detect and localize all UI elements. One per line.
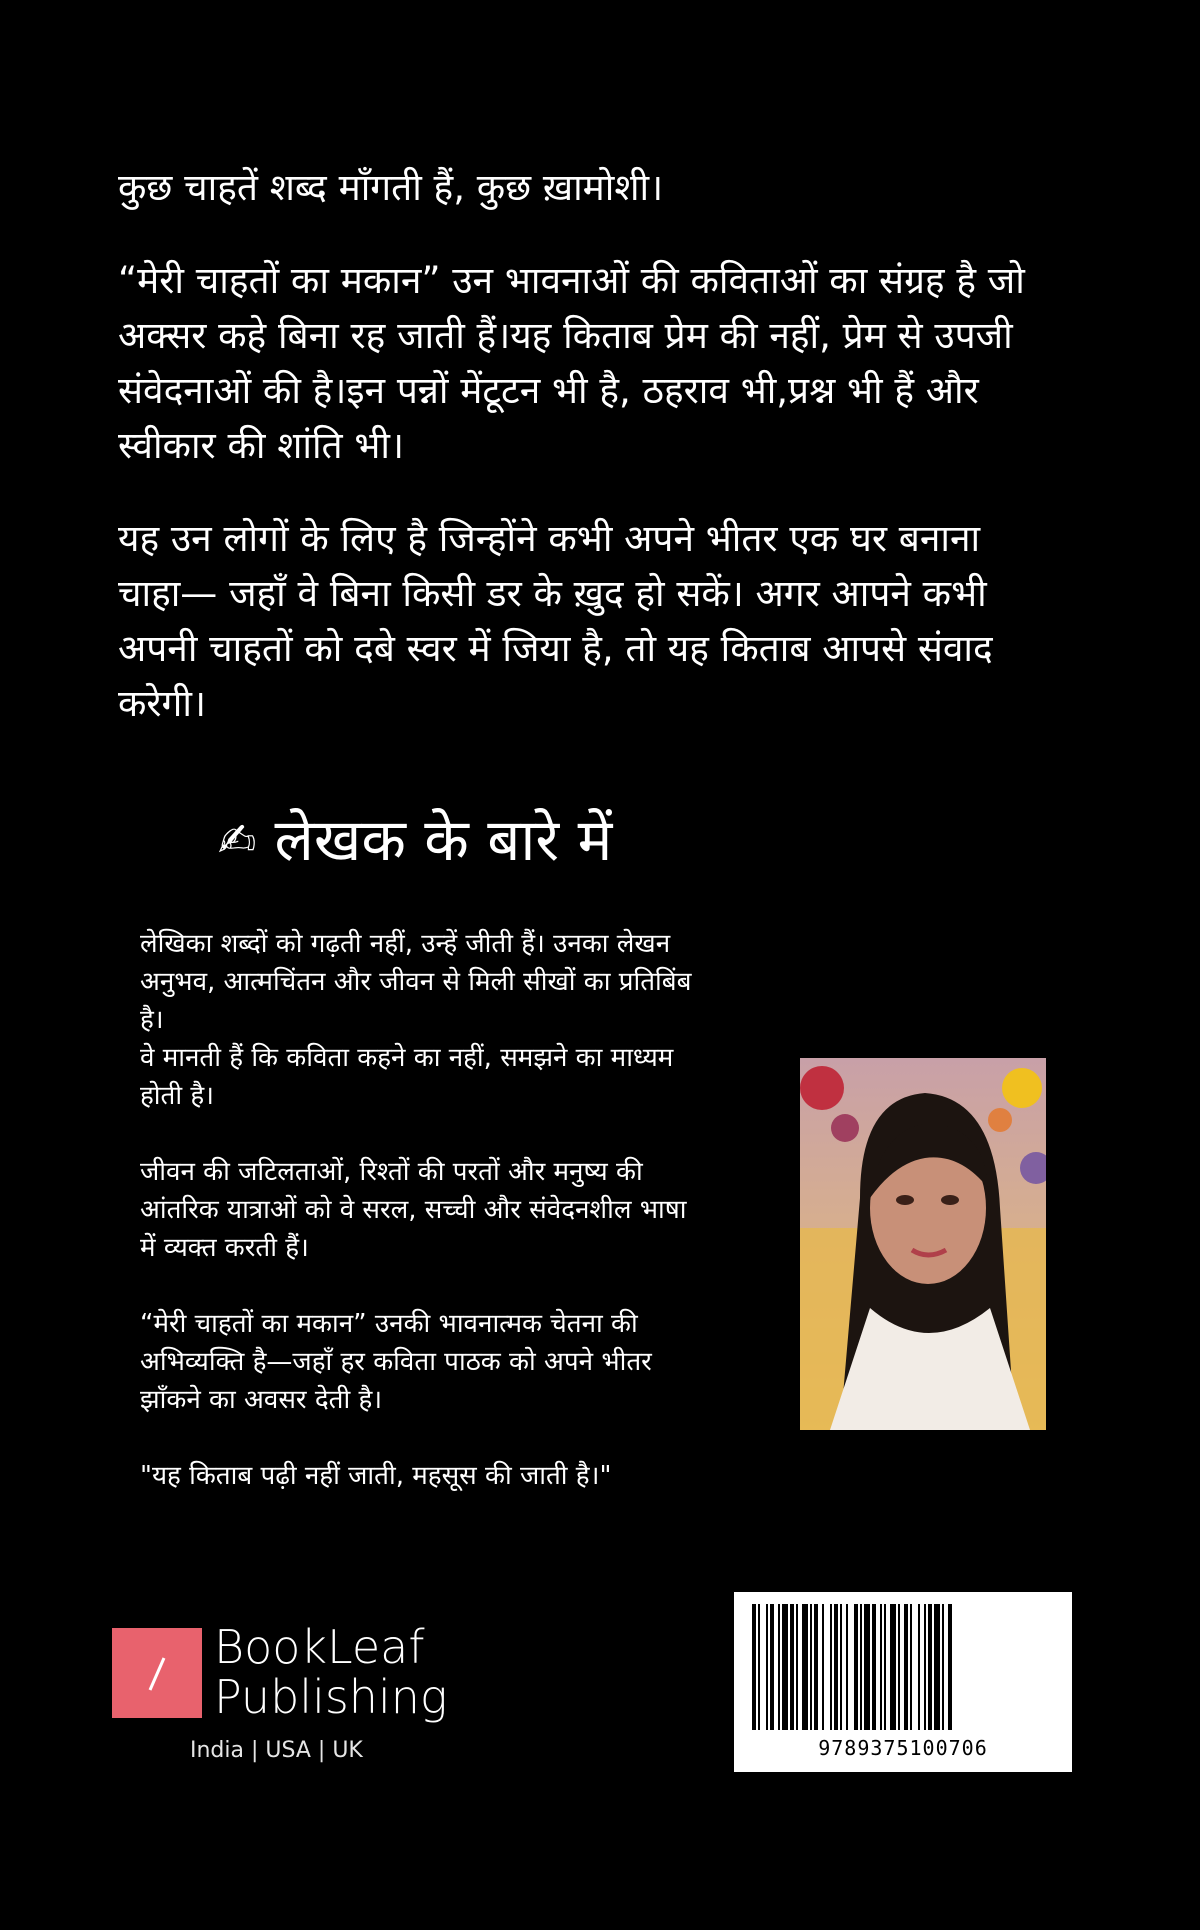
about-paragraph-3: “मेरी चाहतों का मकान” उनकी भावनात्मक चेतना की अभिव्यक्ति है—जहाँ हर कविता पाठक को अपने भीतर <box>140 1309 652 1377</box>
barcode-bar <box>890 1604 896 1730</box>
barcode-bar <box>924 1604 926 1730</box>
barcode-bar <box>752 1604 756 1730</box>
publisher-logo-mark <box>112 1628 202 1718</box>
isbn-number: 9789375100706 <box>818 1736 988 1760</box>
barcode-bar <box>782 1604 788 1730</box>
about-quote: "यह किताब पढ़ी नहीं जाती, महसूस की जाती है।" <box>140 1461 612 1491</box>
barcode-bar <box>778 1604 780 1730</box>
barcode-bar <box>884 1604 886 1730</box>
barcode-bar <box>948 1604 952 1730</box>
barcode-bar <box>840 1604 842 1730</box>
barcode-bar <box>802 1604 808 1730</box>
barcode-bar <box>918 1604 920 1730</box>
barcode-bar <box>766 1604 768 1730</box>
about-author-heading <box>218 805 612 875</box>
barcode-bar <box>910 1604 912 1730</box>
barcode-bar <box>904 1604 908 1730</box>
barcode-bar <box>854 1604 858 1730</box>
about-paragraph-2: जीवन की जटिलताओं, रिश्तों की परतों और मनुष्य की आंतरिक यात्राओं को वे सरल, सच्ची और संवेदनशील भाषा में व्यक्त करती हैं। <box>140 1157 687 1263</box>
barcode-bar <box>834 1604 838 1730</box>
barcode-bar <box>928 1604 932 1730</box>
writing-hand-icon: ✍ <box>218 813 257 867</box>
barcode-bar <box>790 1604 794 1730</box>
barcode-bar <box>770 1604 774 1730</box>
barcode-bar <box>898 1604 900 1730</box>
about-paragraph-1: लेखिका शब्दों को गढ़ती नहीं, उन्हें जीती हैं। उनका लेखन अनुभव, आत्मचिंतन और जीवन से मिली सीखों का प्रतिबिंब है। <box>140 929 692 1035</box>
barcode-bar <box>758 1604 760 1730</box>
author-photo <box>800 1058 1046 1430</box>
publisher-name <box>214 1622 448 1722</box>
barcode-bars <box>748 1604 1058 1730</box>
publisher-regions: India | USA | UK <box>190 1738 363 1763</box>
barcode-bar <box>942 1604 944 1730</box>
barcode-bar <box>814 1604 818 1730</box>
barcode-bar <box>830 1604 832 1730</box>
isbn-barcode <box>734 1592 1072 1772</box>
about-paragraph-1b: वे मानती हैं कि कविता कहने का नहीं, समझने का माध्यम होती है। <box>140 1043 674 1111</box>
barcode-bar <box>846 1604 848 1730</box>
publisher-name-line-1: BookLeaf <box>214 1620 425 1674</box>
barcode-bar <box>934 1604 940 1730</box>
publisher-logo <box>112 1620 448 1724</box>
back-cover-blurb <box>118 160 1038 769</box>
about-paragraph-3b: झाँकने का अवसर देती है। <box>140 1385 383 1415</box>
slash-icon <box>112 1628 202 1718</box>
blurb-paragraph-2: “मेरी चाहतों का मकान” उन भावनाओं की कविताओं का संग्रह है जो अक्सर कहे बिना रह जाती हैं।यह किताब प्रेम की नहीं, प्रेम से उपजी संवेदनाओं की है।इन पन्नों मेंटूटन भी है, ठहराव भी,प्रश्न भी हैं और स्वीकार की शांति भी। <box>118 259 1025 467</box>
about-author-text <box>140 925 700 1533</box>
barcode-bar <box>872 1604 876 1730</box>
barcode-bar <box>860 1604 862 1730</box>
barcode-bar <box>796 1604 798 1730</box>
about-author-title: लेखक के बारे में <box>274 806 613 874</box>
barcode-bar <box>864 1604 870 1730</box>
barcode-bar <box>810 1604 812 1730</box>
barcode-bar <box>822 1604 824 1730</box>
barcode-bar <box>880 1604 882 1730</box>
publisher-name-line-2: Publishing <box>214 1670 448 1724</box>
blurb-paragraph-1: कुछ चाहतें शब्द माँगती हैं, कुछ ख़ामोशी। <box>118 166 664 209</box>
blurb-paragraph-3: यह उन लोगों के लिए है जिन्होंने कभी अपने भीतर एक घर बनाना चाहा— जहाँ वे बिना किसी डर के ख़ुद हो सकें। अगर आपने कभी अपनी चाहतों को दबे स्वर में जिया है, तो यह किताब आपसे संवाद करेगी। <box>118 517 993 725</box>
